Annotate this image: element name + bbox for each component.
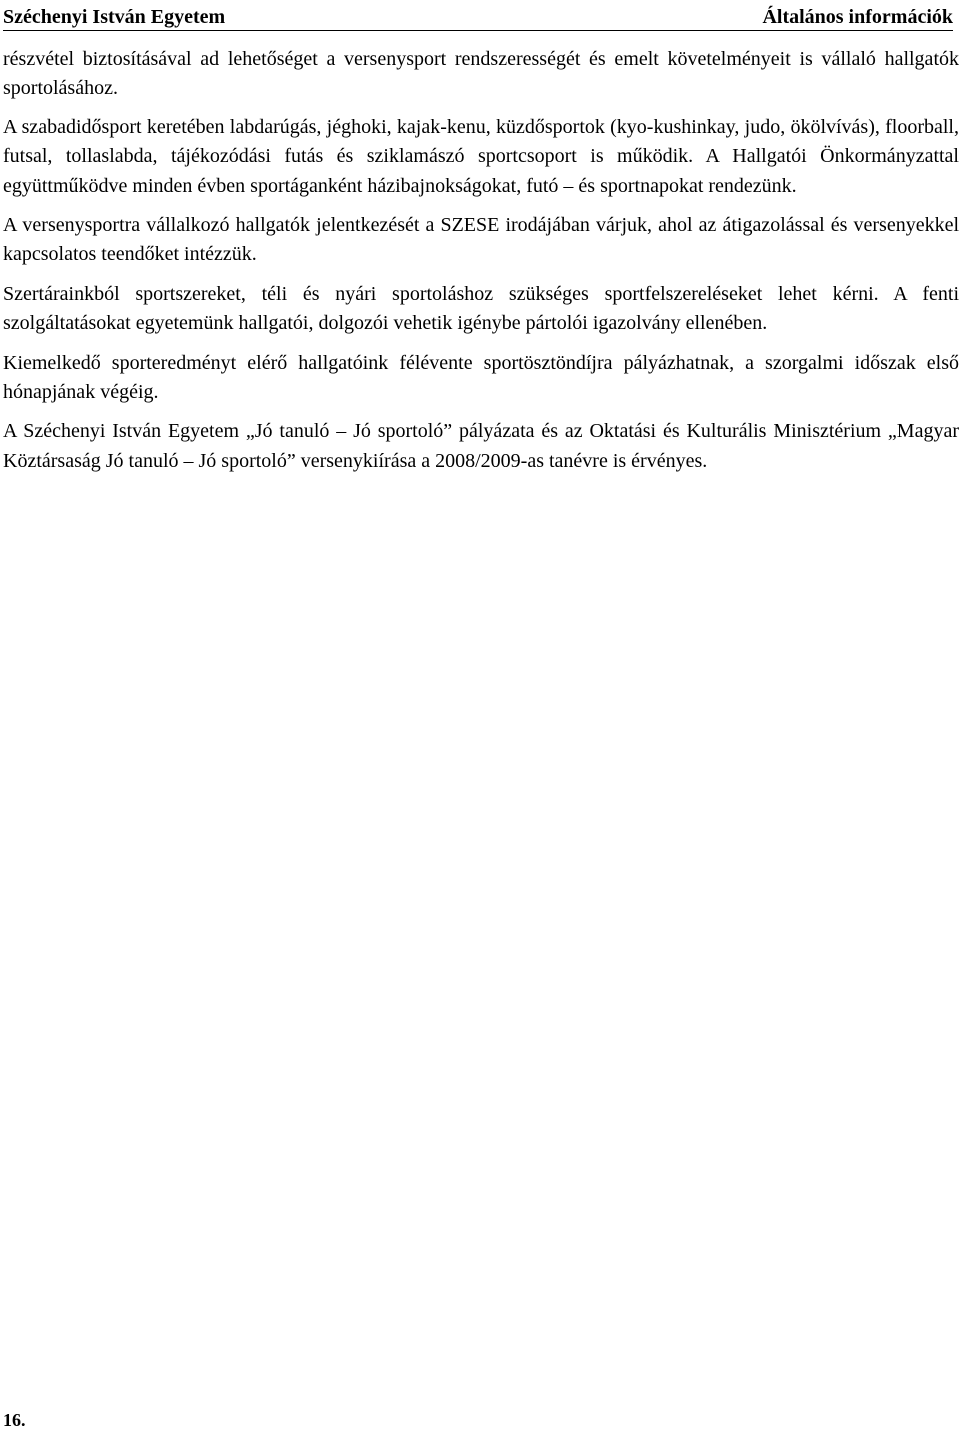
header-section-title: Általános információk: [762, 6, 953, 28]
header-institution-name: Széchenyi István Egyetem: [3, 6, 226, 28]
paragraph-continuation: részvétel biztosításával ad lehetőséget a versenysport rendszerességét és emelt követelményeit is vállaló hallgatók sportolásához.: [3, 48, 959, 100]
page-header: [3, 4, 953, 31]
paragraph-competitive-sports: A versenysportra vállalkozó hallgatók jelentkezését a SZESE irodájában várjuk, ahol az átigazolással és versenyekkel kapcsolatos teendőket intézzük.: [3, 214, 959, 266]
paragraph-equipment: Szertárainkból sportszereket, téli és nyári sportoláshoz szükséges sportfelszereléseket lehet kérni. A fenti szolgáltatásokat egyetemünk hallgatói, dolgozói vehetik igénybe pártolói igazolvány ellenében.: [3, 282, 959, 335]
paragraph-good-student-good-athlete: A Széchenyi István Egyetem „Jó tanuló – Jó sportoló” pályázata és az Oktatási és Kulturális Minisztérium „Magyar Köztársaság Jó tanuló – Jó sportoló” versenykiírása a 2008/2009-as tanévre is érvényes.: [3, 420, 959, 472]
document-body: [3, 45, 959, 486]
page-number: 16.: [3, 1410, 26, 1430]
paragraph-scholarship: Kiemelkedő sporteredményt elérő hallgatóink félévente sportösztöndíjra pályázhatnak, a szorgalmi időszak első hónapjának végéig.: [3, 351, 959, 404]
paragraph-leisure-sports: A szabadidősport keretében labdarúgás, jéghoki, kajak-kenu, küzdősportok (kyo-kushinkay, judo, ökölvívás), floorball, futsal, tollaslabda, tájékozódási futás és sziklamászó sportcsoport is működik. A Hallgatói Önkormányzattal együttműködve minden évben sportáganként házibajnokságokat, futó – és sportnapokat rendezünk.: [3, 115, 959, 197]
